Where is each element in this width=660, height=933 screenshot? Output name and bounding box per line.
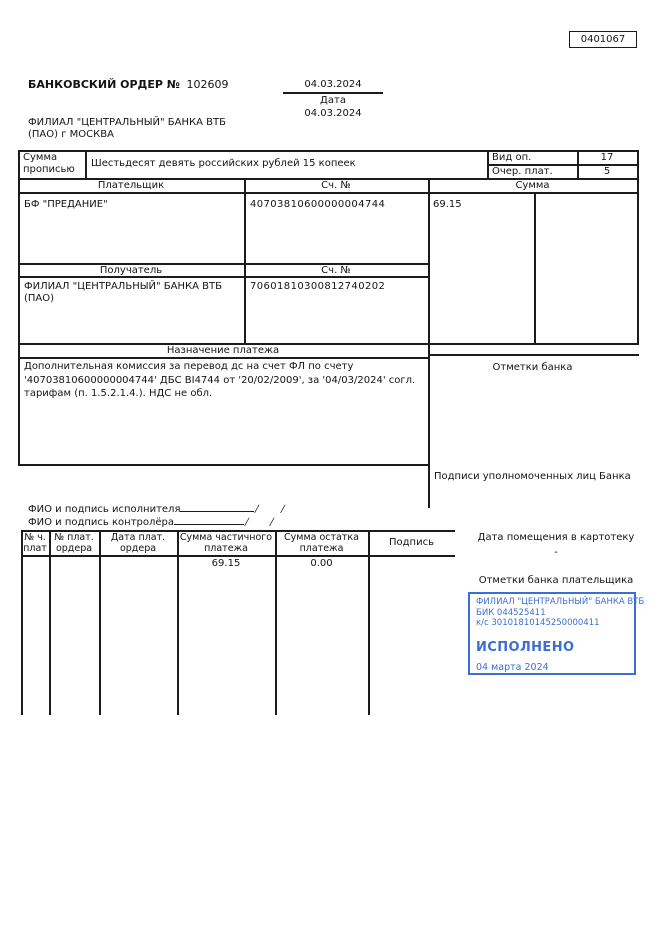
recipient-account-header: Сч. № (321, 265, 351, 276)
controller-slash-1: / (243, 517, 250, 528)
sum-header: Сумма (515, 180, 550, 191)
payer-account: 40703810600000004744 (250, 199, 386, 210)
bank-execution-stamp (468, 592, 645, 675)
stamp-bank-name: ФИЛИАЛ "ЦЕНТРАЛЬНЫЙ" БАНКА ВТБ (476, 597, 645, 607)
recipient-header-bottom-border (18, 276, 430, 278)
amount-label-divider (85, 150, 87, 178)
partial-table-col-line-1 (21, 530, 23, 715)
date-label: Дата (320, 95, 346, 106)
account-sum-divider (428, 178, 430, 508)
purpose-line3: тарифам (п. 1.5.2.1.4.). НДС не обл. (24, 388, 213, 399)
partial-table-col-line-6 (368, 530, 370, 715)
controller-signature-blank (174, 514, 244, 525)
order-number: 102609 (186, 78, 229, 91)
date-underline (283, 92, 383, 94)
payer-name: БФ "ПРЕДАНИЕ" (24, 199, 108, 210)
controller-signature-row (28, 514, 274, 528)
partial-sum-value: 69.15 (211, 558, 241, 569)
kartoteka-label: Дата помещения в картотеку (477, 532, 635, 543)
payer-header: Плательщик (97, 180, 165, 191)
purpose-header: Назначение платежа (166, 345, 280, 356)
executor-slash-1: / (254, 504, 261, 515)
stamp-bik: БИК 044525411 (476, 607, 546, 618)
authorized-signatures-label: Подписи уполномоченных лиц Банка (434, 471, 631, 482)
recipient-name-line2: (ПАО) (24, 293, 55, 304)
date-value-bottom: 04.03.2024 (304, 108, 362, 119)
payer-sum: 69.15 (433, 199, 462, 210)
partial-col-header-rest-sum: Сумма остатка платежа (284, 532, 359, 554)
purpose-line2: '40703810600000004744' ДБС BI4744 от '20/02/2009', за '04/03/2024' согл. (24, 374, 416, 386)
amount-words-label-line2: прописью (23, 164, 75, 175)
bank-marks-header: Отметки банка (492, 362, 573, 373)
amount-in-words: Шестьдесят девять российских рублей 15 копеек (91, 158, 356, 169)
purpose-header-bottom-border (18, 357, 430, 359)
purpose-text (24, 360, 426, 401)
partial-table-col-line-3 (99, 530, 101, 715)
partial-col-header-signature: Подпись (389, 537, 434, 548)
purpose-box-bottom-border (18, 464, 430, 466)
ocher-plat-label: Очер. плат. (492, 166, 553, 177)
payer-bank-marks-label: Отметки банка плательщика (478, 575, 634, 586)
rest-sum-value: 0.00 (310, 558, 333, 569)
partial-col-header-num-order: № плат. ордера (54, 532, 94, 554)
bank-name-line2: (ПАО) г МОСКВА (28, 129, 114, 140)
recipient-name-line1: ФИЛИАЛ "ЦЕНТРАЛЬНЫЙ" БАНКА ВТБ (24, 281, 222, 292)
partial-table-header-bottom-border (21, 555, 455, 557)
sum-inner-divider (534, 192, 536, 343)
date-value-top: 04.03.2024 (304, 79, 362, 90)
vid-op-label: Вид оп. (492, 152, 532, 163)
amount-words-label-line1: Сумма (23, 152, 58, 163)
payer-header-bottom-border (18, 192, 639, 194)
title-label: БАНКОВСКИЙ ОРДЕР № (28, 78, 180, 91)
table-right-border (637, 150, 639, 343)
controller-slash-2: / (269, 517, 276, 528)
partial-col-header-partial-sum: Сумма частичного платежа (179, 532, 273, 554)
bank-name-line1: ФИЛИАЛ "ЦЕНТРАЛЬНЫЙ" БАНКА ВТБ (28, 117, 226, 128)
bank-marks-top-border (428, 354, 639, 356)
table-top-border (18, 150, 639, 152)
payer-account-header: Сч. № (321, 180, 351, 191)
table-left-border (18, 150, 20, 465)
controller-signature-label: ФИО и подпись контролёра (28, 517, 175, 528)
vid-op-value: 17 (600, 152, 614, 163)
recipient-header: Получатель (99, 265, 163, 276)
form-code: 0401067 (580, 34, 626, 45)
vid-op-left-divider (487, 150, 489, 178)
stamp-corr-account: к/с 30101810145250000411 (476, 618, 600, 628)
purpose-line1: Дополнительная комиссия за перевод дс на счет ФЛ по счету (24, 361, 354, 372)
executor-signature-label: ФИО и подпись исполнителя (28, 504, 181, 515)
partial-col-header-date-order: Дата плат. ордера (110, 532, 166, 554)
document-title (28, 78, 229, 91)
kartoteka-dash: - (554, 547, 558, 558)
stamp-status: ИСПОЛНЕНО (476, 639, 575, 655)
executor-signature-blank (180, 501, 254, 512)
executor-slash-2: / (279, 504, 286, 515)
payer-account-divider (244, 178, 246, 343)
executor-signature-row (28, 501, 284, 515)
ocher-plat-value: 5 (603, 166, 611, 177)
stamp-date: 04 марта 2024 (476, 661, 549, 673)
form-code-box (569, 31, 637, 48)
partial-table-col-line-2 (49, 530, 51, 715)
partial-col-header-num-chast: № ч. плат (23, 532, 47, 554)
recipient-account: 70601810300812740202 (250, 281, 386, 292)
